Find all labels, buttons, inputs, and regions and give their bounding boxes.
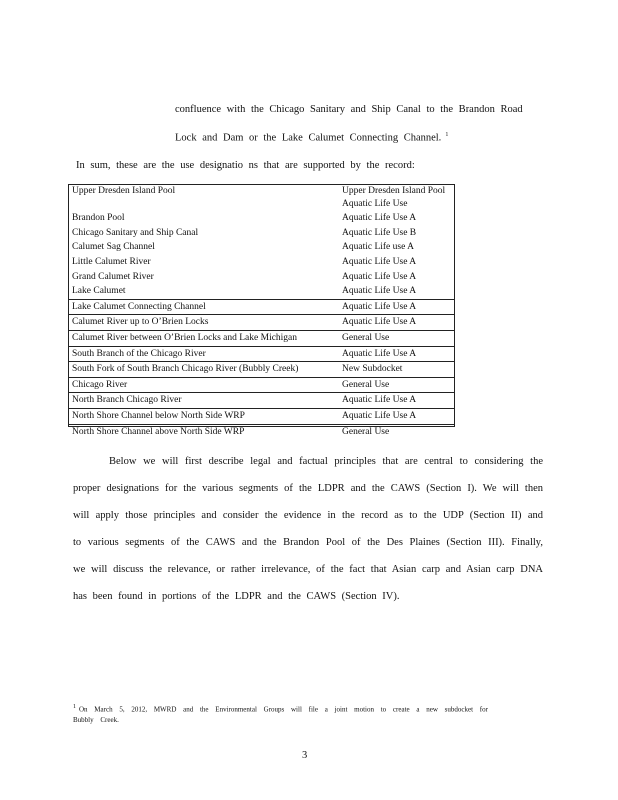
use-cell: Aquatic Life Use A	[338, 299, 455, 315]
use-cell: Upper Dresden Island Pool Aquatic Life Use	[342, 186, 446, 209]
footnote-mark: 1	[73, 704, 76, 710]
segment-cell: South Branch of the Chicago River	[68, 346, 338, 362]
use-cell: General Use	[338, 330, 455, 346]
segment-cell: North Shore Channel below North Side WRP	[68, 408, 338, 424]
segment-cell: Brandon Pool	[72, 213, 125, 224]
segment-cell: Chicago River	[68, 377, 338, 393]
intro-line-1: confluence with the Chicago Sanitary and Ship Canal to the Brandon Road	[175, 104, 523, 115]
body-paragraph: Below we will first describe legal and factual principles that are central to considering the proper designations for the various segments of the LDPR and the CAWS (Section I). We will then will apply those principles and consider the evidence in the record as to the UDP (Section II) and to various segments of the CAWS and the Brandon Pool of the Des Plaines (Section III). Finally, we will discuss the relevance, or rather irrelevance, of the fact that Asian carp and Asian carp DNA has been found in portions of the LDPR and the CAWS (Section IV).	[73, 456, 543, 602]
table-row	[68, 393, 455, 409]
use-cell: Aquatic Life Use A	[342, 256, 417, 267]
table-row	[68, 315, 455, 331]
use-cell: Aquatic Life use A	[342, 242, 415, 253]
use-cell: Aquatic Life Use B	[342, 227, 417, 238]
table-row	[68, 184, 455, 211]
use-cell: Aquatic Life Use A	[338, 393, 455, 409]
segment-cell: Chicago Sanitary and Ship Canal	[72, 227, 199, 238]
table-row	[68, 226, 455, 241]
use-cell: General Use	[338, 424, 455, 439]
footnote-reference[interactable]: 1	[445, 132, 449, 138]
table-row	[68, 408, 455, 424]
segment-cell: Calumet River up to O’Brien Locks	[68, 315, 338, 331]
footnote	[73, 702, 513, 726]
footnote-text: On March 5, 2012, MWRD and the Environmental Groups will file a joint motion to create a new subdocket for Bubbly Creek.	[73, 705, 488, 725]
table-row	[68, 299, 455, 315]
intro-line-2	[175, 132, 448, 144]
segment-cell: Upper Dresden Island Pool	[72, 186, 176, 196]
use-cell: Aquatic Life Use A	[342, 213, 417, 224]
segment-cell: North Shore Channel above North Side WRP	[68, 424, 338, 439]
use-cell: New Subdocket	[338, 362, 455, 378]
table-row	[68, 284, 455, 299]
table-row	[68, 330, 455, 346]
use-cell: General Use	[338, 377, 455, 393]
use-cell: Aquatic Life Use A	[338, 408, 455, 424]
use-cell: Aquatic Life Use A	[342, 271, 417, 282]
segment-cell: Lake Calumet Connecting Channel	[68, 299, 338, 315]
table-row	[68, 424, 455, 439]
intro-line-2-text: Lock and Dam or the Lake Calumet Connecting Channel.	[175, 132, 442, 144]
segment-cell: Little Calumet River	[72, 256, 151, 267]
use-cell: Aquatic Life Use A	[338, 346, 455, 362]
segment-cell: Lake Calumet	[72, 286, 126, 297]
segment-cell: North Branch Chicago River	[68, 393, 338, 409]
table-row	[68, 255, 455, 270]
segment-cell: Calumet Sag Channel	[72, 242, 155, 253]
use-cell: Aquatic Life Use A	[338, 315, 455, 331]
page-number: 3	[302, 750, 308, 761]
use-designations-table	[68, 184, 455, 439]
table-row	[68, 377, 455, 393]
table-row	[68, 240, 455, 255]
intro-line-3: In sum, these are the use designatio ns that are supported by the record:	[76, 160, 415, 171]
segment-cell: Calumet River between O’Brien Locks and Lake Michigan	[68, 330, 338, 346]
segment-cell: Grand Calumet River	[72, 271, 154, 282]
table-row	[68, 211, 455, 226]
use-cell: Aquatic Life Use A	[342, 286, 417, 297]
table-row	[68, 270, 455, 285]
table-row	[68, 362, 455, 378]
table-row	[68, 346, 455, 362]
segment-cell: South Fork of South Branch Chicago River (Bubbly Creek)	[68, 362, 338, 378]
